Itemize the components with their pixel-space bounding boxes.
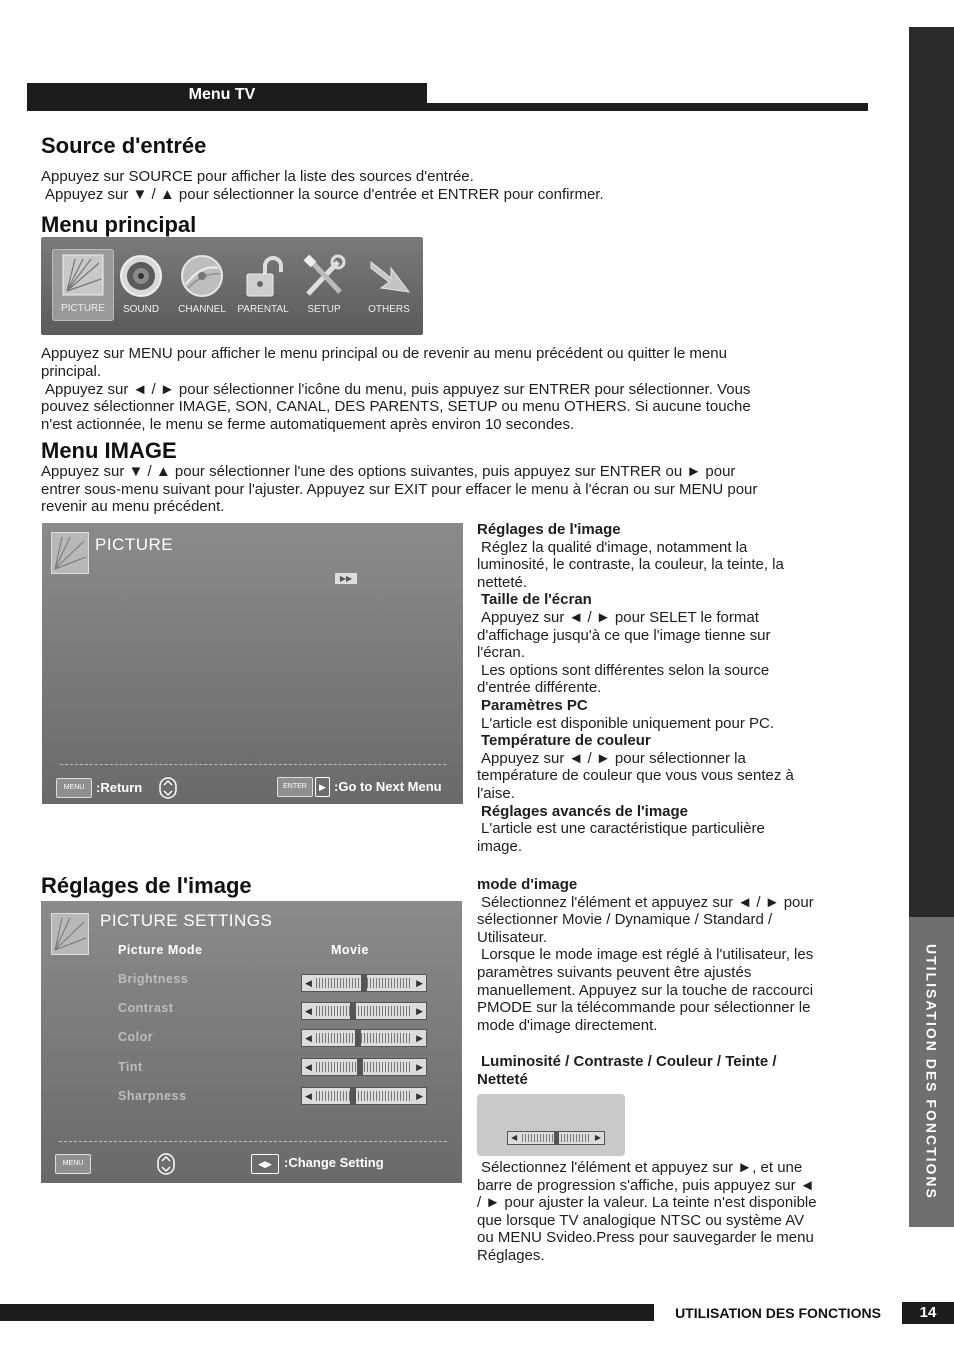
mode-heading: mode d'image bbox=[477, 876, 578, 893]
next-menu-label: :Go to Next Menu bbox=[334, 779, 442, 794]
lum-heading: Netteté bbox=[477, 1070, 528, 1088]
mode-text: mode d'image directement. bbox=[477, 1016, 658, 1034]
option-heading: Réglages avancés de l'image bbox=[481, 802, 689, 820]
osd-divider bbox=[59, 1141, 447, 1142]
right-arrow-icon: ▶ bbox=[416, 1033, 423, 1043]
contrast-slider[interactable] bbox=[301, 1002, 427, 1020]
mode-text: sélectionner Movie / Dynamique / Standard / bbox=[477, 911, 773, 929]
option-text: Les options sont différentes selon la source bbox=[481, 661, 770, 679]
mode-text: Utilisateur. bbox=[477, 928, 548, 946]
option-heading: Réglages de l'image bbox=[477, 521, 621, 538]
color-label[interactable]: Color bbox=[118, 1030, 154, 1044]
brightness-slider[interactable] bbox=[301, 974, 427, 992]
page-number: 14 bbox=[902, 1302, 954, 1324]
picture-mode-label[interactable]: Picture Mode bbox=[118, 943, 203, 957]
right-arrow-icon: ▶ bbox=[416, 978, 423, 988]
picture-settings-osd bbox=[41, 901, 462, 1183]
settings-heading: Réglages de l'image bbox=[41, 873, 252, 898]
left-right-icon: ◀▶ bbox=[251, 1154, 279, 1174]
side-tab-dark bbox=[909, 27, 954, 917]
picture-icon bbox=[61, 253, 105, 297]
slider-knob[interactable] bbox=[554, 1132, 559, 1144]
mode-text: Sélectionnez l'élément et appuyez sur ◄ / ► pour bbox=[481, 893, 814, 911]
mode-text: paramètres suivants peuvent être ajustés bbox=[477, 963, 752, 981]
main-menu-line-1: Appuyez sur MENU pour afficher le menu principal ou de revenir au menu précédent ou quitter le menu bbox=[41, 345, 727, 362]
menu-item-label: OTHERS bbox=[368, 304, 410, 315]
contrast-label[interactable]: Contrast bbox=[118, 1001, 174, 1015]
menu-item-label: SOUND bbox=[122, 304, 160, 315]
option-heading: Température de couleur bbox=[481, 732, 651, 750]
enter-key-icon: ENTER bbox=[277, 777, 313, 797]
option-text: L'article est disponible uniquement pour PC. bbox=[481, 714, 775, 732]
double-right-arrow-icon: ▶▶ bbox=[335, 573, 357, 584]
main-menu-line-2: principal. bbox=[41, 363, 102, 380]
mode-text: PMODE sur la télécommande pour sélectionner le bbox=[477, 999, 811, 1017]
lum-text: Réglages. bbox=[477, 1246, 545, 1264]
picture-mode-value: Movie bbox=[331, 943, 369, 957]
menu-key-icon: MENU bbox=[56, 778, 92, 798]
right-arrow-icon: ▶ bbox=[594, 1133, 601, 1142]
picture-icon bbox=[51, 913, 89, 955]
main-menu-heading: Menu principal bbox=[41, 212, 197, 237]
image-menu-line-1: Appuyez sur ▼ / ▲ pour sélectionner l'une des options suivantes, puis appuyez sur ENTRER ou ► pour bbox=[41, 463, 736, 480]
sharpness-label[interactable]: Sharpness bbox=[118, 1089, 187, 1103]
up-down-icon bbox=[159, 777, 177, 804]
slider-knob[interactable] bbox=[350, 1003, 356, 1019]
lum-text-block bbox=[477, 1159, 869, 1265]
arrow-icon bbox=[367, 254, 411, 298]
left-arrow-icon: ◀ bbox=[305, 1033, 312, 1043]
footer-bar bbox=[0, 1304, 654, 1321]
left-arrow-icon: ◀ bbox=[305, 1006, 312, 1016]
footer-section: UTILISATION DES FONCTIONS bbox=[675, 1305, 881, 1321]
right-arrow-icon: ▶ bbox=[416, 1062, 423, 1072]
menu-item-parental[interactable] bbox=[233, 251, 293, 317]
menu-item-label: PICTURE bbox=[61, 303, 105, 314]
menu-item-label: CHANNEL bbox=[178, 304, 226, 315]
option-heading: Paramètres PC bbox=[481, 696, 588, 714]
picture-mode-section bbox=[477, 876, 869, 1034]
main-menu-line-3: Appuyez sur ◄ / ► pour sélectionner l'icône du menu, puis appuyez sur ENTRER pour sélectionner. Vous bbox=[45, 381, 751, 398]
slider-knob[interactable] bbox=[361, 975, 367, 991]
change-setting-label: :Change Setting bbox=[284, 1155, 384, 1170]
right-arrow-icon: ▶ bbox=[416, 1006, 423, 1016]
option-text: d'entrée différente. bbox=[477, 679, 602, 697]
return-label: :Return bbox=[96, 780, 143, 795]
slider-knob[interactable] bbox=[355, 1030, 361, 1046]
menu-item-picture[interactable] bbox=[52, 249, 114, 321]
slider-knob[interactable] bbox=[350, 1088, 356, 1104]
osd-title: PICTURE SETTINGS bbox=[100, 911, 273, 930]
lum-text: / ► pour ajuster la valeur. La teinte n'est disponible bbox=[477, 1194, 817, 1212]
brightness-label[interactable]: Brightness bbox=[118, 972, 189, 986]
lum-text: ou MENU Svideo.Press pour sauvegarder le menu bbox=[477, 1229, 814, 1247]
osd-title: PICTURE bbox=[95, 535, 174, 554]
option-heading: Taille de l'écran bbox=[481, 591, 592, 609]
menu-item-sound[interactable] bbox=[111, 251, 171, 317]
color-slider[interactable] bbox=[301, 1029, 427, 1047]
progress-slider[interactable] bbox=[507, 1131, 605, 1145]
speaker-icon bbox=[119, 254, 163, 298]
header-rule bbox=[427, 103, 868, 111]
sharpness-slider[interactable] bbox=[301, 1087, 427, 1105]
up-down-icon bbox=[157, 1153, 175, 1180]
mode-text: Lorsque le mode image est réglé à l'utilisateur, les bbox=[481, 946, 814, 964]
progress-bar-preview bbox=[477, 1094, 625, 1156]
disc-icon bbox=[180, 254, 224, 298]
option-text: d'affichage jusqu'à ce que l'image tienne sur bbox=[477, 626, 771, 644]
menu-item-label: SETUP bbox=[307, 304, 341, 315]
menu-item-others[interactable] bbox=[359, 251, 419, 317]
lum-text: Sélectionnez l'élément et appuyez sur ►, et une bbox=[481, 1159, 803, 1176]
source-heading: Source d'entrée bbox=[41, 133, 207, 158]
option-text: température de couleur que vous vous sentez à bbox=[477, 767, 794, 785]
image-options-list bbox=[477, 521, 869, 855]
option-text: Appuyez sur ◄ / ► pour sélectionner la bbox=[481, 749, 746, 767]
image-menu-heading: Menu IMAGE bbox=[41, 438, 177, 463]
menu-item-channel[interactable] bbox=[172, 251, 232, 317]
option-text: Appuyez sur ◄ / ► pour SELET le format bbox=[481, 608, 759, 626]
lum-text: barre de progression s'affiche, puis appuyez sur ◄ bbox=[477, 1176, 815, 1194]
lock-icon bbox=[241, 254, 285, 298]
lum-heading-block bbox=[477, 1053, 869, 1088]
right-arrow-icon: ▶ bbox=[315, 777, 330, 797]
lum-text: que lorsque TV analogique NTSC ou système AV bbox=[477, 1211, 805, 1229]
left-arrow-icon: ◀ bbox=[511, 1133, 518, 1142]
main-menu-line-5: n'est actionnée, le menu se ferme automatiquement après environ 10 secondes. bbox=[41, 416, 575, 433]
picture-icon bbox=[51, 532, 89, 574]
option-text: l'écran. bbox=[477, 644, 525, 662]
header-title: Menu TV bbox=[188, 86, 256, 103]
side-tab-label: UTILISATION DES FONCTIONS bbox=[923, 944, 940, 1200]
tint-slider[interactable] bbox=[301, 1058, 427, 1076]
left-arrow-icon: ◀ bbox=[305, 978, 312, 988]
option-text: Réglez la qualité d'image, notamment la bbox=[481, 538, 748, 556]
tools-icon bbox=[302, 254, 346, 298]
menu-item-setup[interactable] bbox=[294, 251, 354, 317]
menu-key-icon: MENU bbox=[55, 1154, 91, 1174]
mode-text: manuellement. Appuyez sur la touche de raccourci bbox=[477, 981, 814, 999]
option-text: luminosité, le contraste, la couleur, la teinte, la bbox=[477, 556, 784, 574]
menu-item-label: PARENTAL bbox=[237, 304, 289, 315]
main-menu-line-4: pouvez sélectionner IMAGE, SON, CANAL, DES PARENTS, SETUP ou menu OTHERS. Si aucune touche bbox=[41, 398, 751, 415]
image-menu-line-3: revenir au menu précédent. bbox=[41, 498, 225, 515]
osd-divider bbox=[60, 764, 446, 765]
option-text: image. bbox=[477, 837, 523, 855]
option-text: L'article est une caractéristique particulière bbox=[481, 820, 765, 838]
lum-heading: Luminosité / Contraste / Couleur / Teinte / bbox=[481, 1053, 777, 1070]
option-text: l'aise. bbox=[477, 784, 515, 802]
main-menu-osd bbox=[41, 237, 423, 335]
image-menu-line-2: entrer sous-menu suivant pour l'ajuster. Appuyez sur EXIT pour effacer le menu à l'écran ou sur MENU pour bbox=[41, 481, 758, 498]
left-arrow-icon: ◀ bbox=[305, 1091, 312, 1101]
source-line-1: Appuyez sur SOURCE pour afficher la liste des sources d'entrée. bbox=[41, 168, 474, 185]
option-text: netteté. bbox=[477, 573, 528, 591]
left-arrow-icon: ◀ bbox=[305, 1062, 312, 1072]
picture-osd bbox=[42, 523, 463, 804]
source-line-2: Appuyez sur ▼ / ▲ pour sélectionner la source d'entrée et ENTRER pour confirmer. bbox=[45, 186, 604, 203]
tint-label[interactable]: Tint bbox=[118, 1060, 143, 1074]
right-arrow-icon: ▶ bbox=[416, 1091, 423, 1101]
slider-knob[interactable] bbox=[357, 1059, 363, 1075]
